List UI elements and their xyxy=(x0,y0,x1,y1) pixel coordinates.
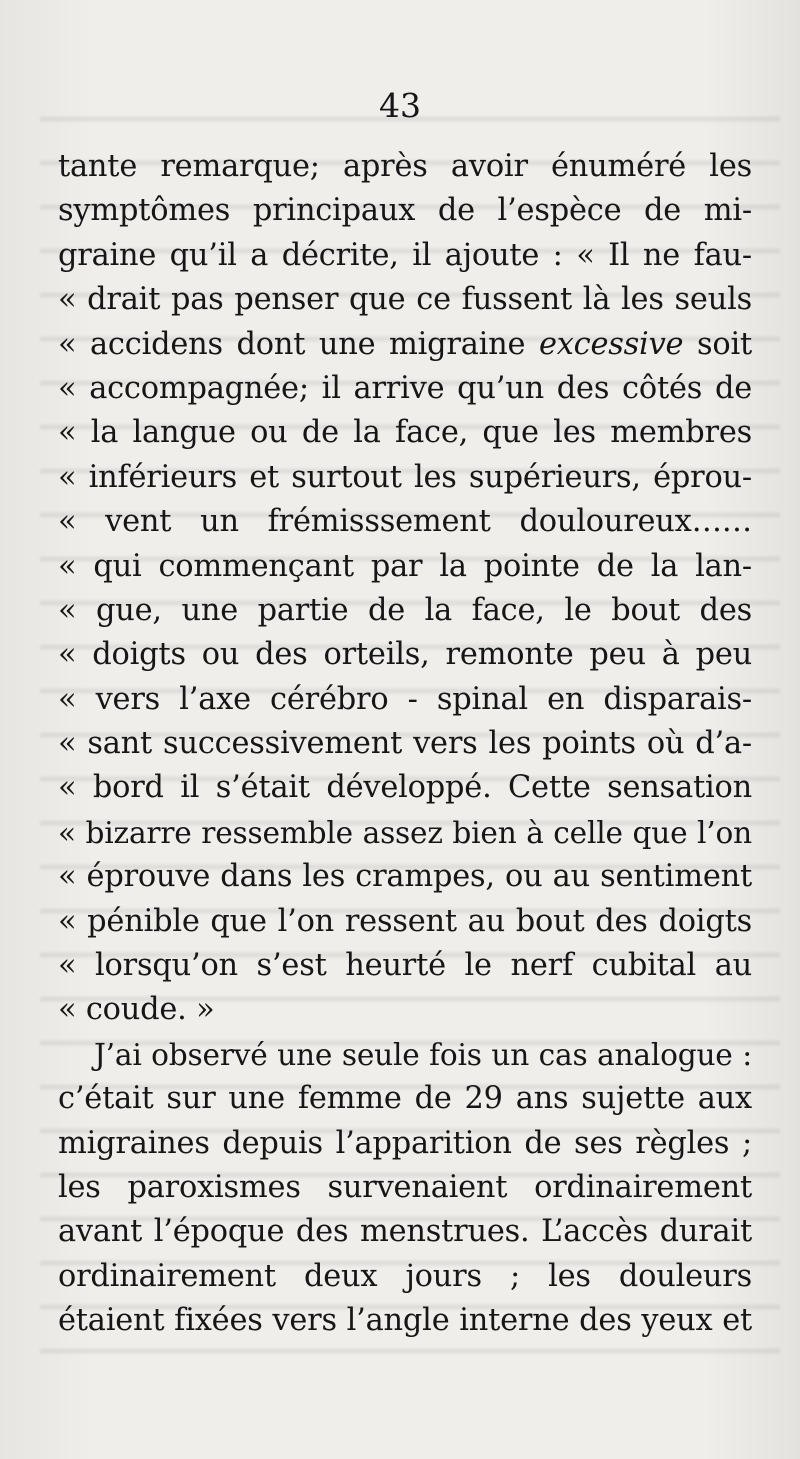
quote-end-line: « coude. » xyxy=(58,992,215,1028)
text-line: migraines depuis l’apparition de ses règles ; xyxy=(58,1125,752,1161)
text-line: avant l’époque des menstrues. L’accès durait xyxy=(58,1214,752,1250)
text-line: tante remarque; après avoir énuméré les xyxy=(58,149,752,184)
text-line: ordinairement deux jours ; les douleurs xyxy=(58,1258,752,1294)
text-line: étaient fixées vers l’angle interne des yeux et xyxy=(58,1303,752,1339)
text-line: « bizarre ressemble assez bien à celle que l’on xyxy=(58,815,752,850)
body-text xyxy=(58,145,752,1344)
page-number: 43 xyxy=(379,86,421,125)
text-line: « gue, une partie de la face, le bout des xyxy=(58,592,752,628)
paragraph-first-line: J’ai observé une seule fois un cas analogue : xyxy=(94,1037,752,1072)
italic-word: excessive xyxy=(538,326,684,362)
text-line: « vers l’axe cérébro - spinal en disparais- xyxy=(58,681,752,717)
text-line: « vent un frémisssement douloureux…… xyxy=(58,504,752,540)
text-line: « inférieurs et surtout les supérieurs, éprou- xyxy=(58,459,752,495)
text-segment: « accidens dont une migraine xyxy=(58,326,539,362)
text-line: « éprouve dans les crampes, ou au sentiment xyxy=(58,859,752,895)
text-line: « drait pas penser que ce fussent là les seuls xyxy=(58,282,752,318)
text-line: « qui commençant par la pointe de la lan- xyxy=(58,548,752,584)
text-segment: soit xyxy=(683,326,752,362)
text-line-with-italic xyxy=(58,323,752,367)
text-line: les paroxismes survenaient ordinairement xyxy=(58,1169,752,1205)
text-line: « la langue ou de la face, que les membres xyxy=(58,415,752,451)
text-line: « accompagnée; il arrive qu’un des côtés de xyxy=(58,370,752,406)
text-line: « sant successivement vers les points où d’a- xyxy=(58,726,752,762)
text-line: « pénible que l’on ressent au bout des doigts xyxy=(58,903,752,939)
text-line: « lorsqu’on s’est heurté le nerf cubital au xyxy=(58,948,752,984)
text-line: « bord il s’était développé. Cette sensation xyxy=(58,770,752,806)
text-line: « doigts ou des orteils, remonte peu à peu xyxy=(58,637,752,673)
text-line: c’était sur une femme de 29 ans sujette aux xyxy=(58,1081,752,1117)
text-line: symptômes principaux de l’espèce de mi- xyxy=(58,193,752,229)
text-line: graine qu’il a décrite, il ajoute : « Il ne fau- xyxy=(58,237,752,273)
